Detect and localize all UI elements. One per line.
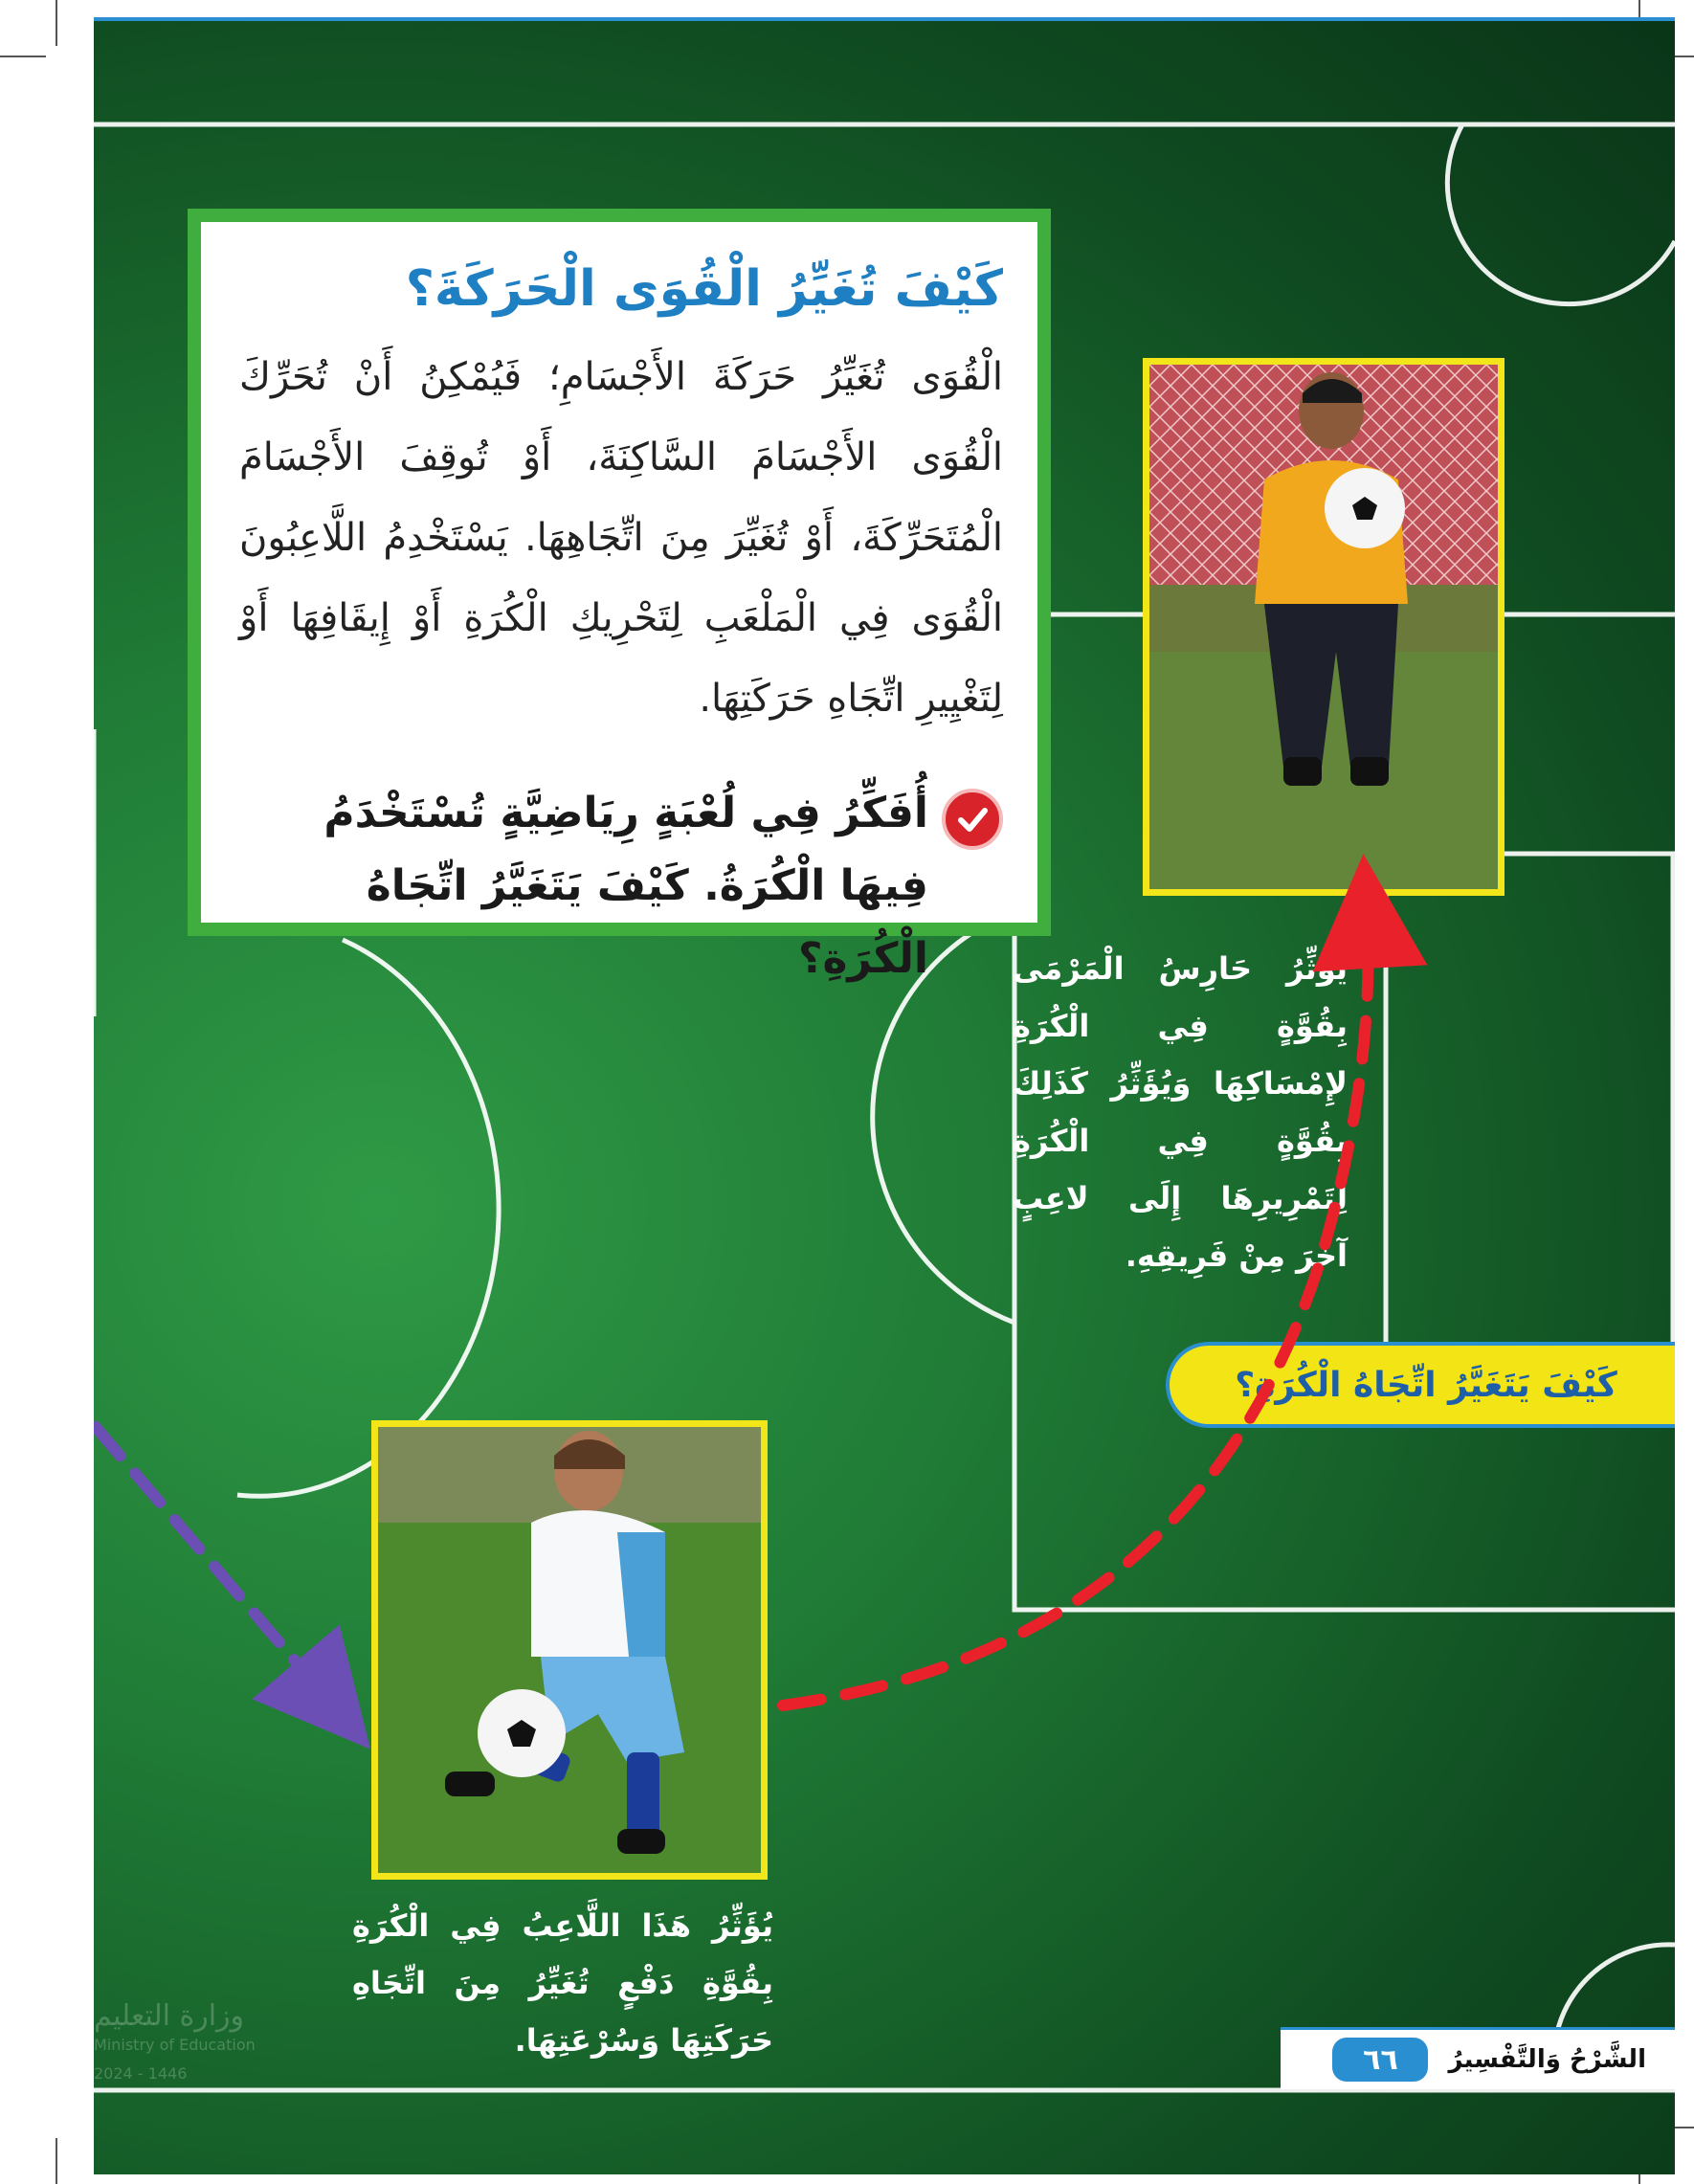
think-question	[239, 777, 1003, 995]
page-footer	[1281, 2027, 1675, 2089]
page-number: ٦٦	[1329, 2035, 1431, 2084]
goalkeeper-caption: يُؤَثِّرُ حَارِسُ الْمَرْمَى بِقُوَّةٍ فِي الْكُرَةِ لإِمْسَاكِهَا وَيُؤَثِّرُ كَذَلِكَ بِقُوَّةٍ فِي الْكُرَةِ لِتَمْرِيرِهَا إِلَى لاعِبٍ آخَرَ مِنْ فَرِيقِهِ.	[1013, 950, 1348, 1274]
footer-section-label: الشَّرْحُ وَالتَّفْسِيرُ	[1448, 2045, 1646, 2074]
section-body-text: الْقُوَى تُغَيِّرُ حَرَكَةَ الأَجْسَامِ؛ فَيُمْكِنُ أَنْ تُحَرِّكَ الْقُوَى الأَجْسَامَ السَّاكِنَةَ، أَوْ تُوقِفَ الأَجْسَامَ الْمُتَحَرِّكَةَ، أَوْ تُغَيِّرَ مِنَ اتِّجَاهِهَا. يَسْتَخْدِمُ اللَّاعِبُونَ الْقُوَى فِي الْمَلْعَبِ لِتَحْرِيكِ الْكُرَةِ أَوْ إِيقَافِهَا أَوْ لِتَغْيِيرِ اتِّجَاهِ حَرَكَتِهَا.	[239, 355, 1003, 721]
textbook-page	[94, 17, 1675, 2174]
kicker-photo	[371, 1420, 768, 1880]
section-title: كَيْفَ تُغَيِّرُ الْقُوَى الْحَرَكَةَ؟	[405, 260, 1003, 318]
goalkeeper-photo	[1143, 358, 1505, 896]
direction-question-banner: كَيْفَ يَتَغَيَّرُ اتِّجَاهُ الْكُرَةِ؟	[1166, 1342, 1675, 1428]
watermark-line-1: وزارة التعليم	[94, 1999, 245, 2033]
crop-mark	[0, 56, 46, 57]
watermark-line-2: Ministry of Education	[94, 2036, 256, 2054]
checkmark-icon	[942, 789, 1003, 850]
lesson-info-box	[188, 209, 1051, 983]
watermark-line-3: 2024 - 1446	[94, 2064, 188, 2083]
crop-mark	[56, 0, 57, 46]
kicker-caption: يُؤَثِّرُ هَذَا اللَّاعِبُ فِي الْكُرَةِ بِقُوَّةِ دَفْعٍ تُغَيِّرُ مِنَ اتِّجَاهِ حَرَكَتِهَا وَسُرْعَتِهَا.	[352, 1907, 773, 2059]
question-text: أُفَكِّرُ فِي لُعْبَةٍ رِيَاضِيَّةٍ تُسْتَخْدَمُ فِيهَا الْكُرَةُ. كَيْفَ يَتَغَيَّرُ اتِّجَاهُ الْكُرَةِ؟	[323, 789, 928, 983]
ministry-watermark	[94, 1999, 314, 2146]
crop-mark	[56, 2138, 57, 2184]
